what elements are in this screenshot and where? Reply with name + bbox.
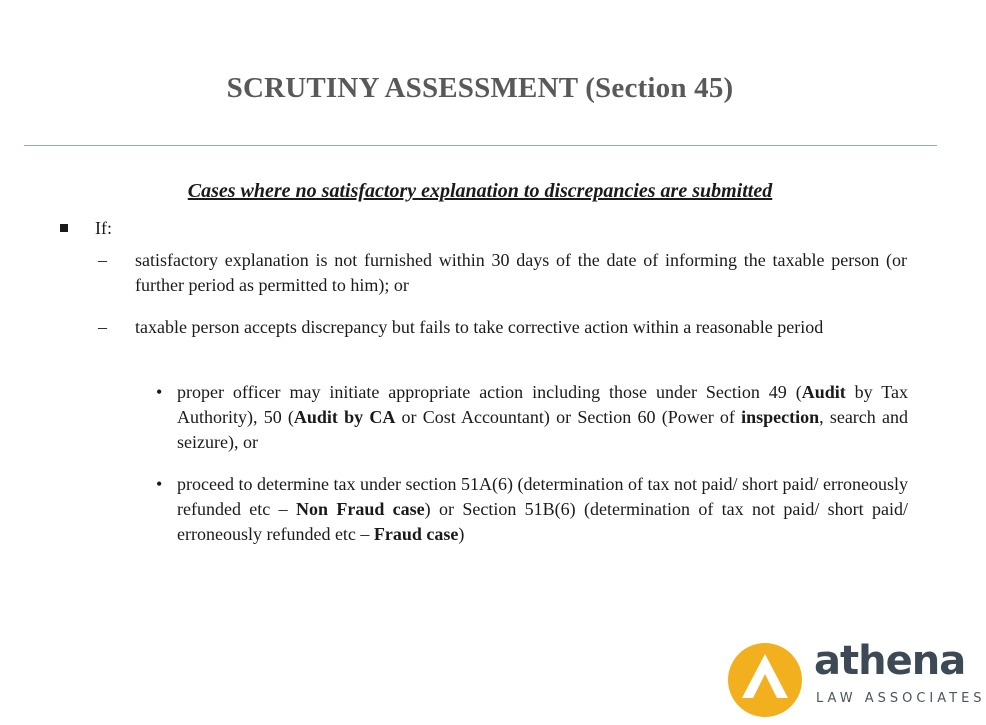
athena-logo [724,636,986,720]
bullet-text: If: [95,218,112,238]
sub-item-text: proceed to determine tax under section 51A(6) (determination of tax not paid/ short paid/ erroneously refunded etc – Non Fraud case) or Section 51B(6) (determination of tax not paid/ short paid/ erroneously refunded etc – Fraud case) [177,474,909,544]
dash-marker: – [98,317,107,337]
dash-item-text: taxable person accepts discrepancy but fails to take corrective action within a reasonable period [135,317,824,337]
dot-marker: • [156,474,163,494]
dash-marker: – [98,250,107,270]
dash-item-text: satisfactory explanation is not furnished within 30 days of the date of informing the taxable person (or further period as permitted to him); or [135,250,907,295]
logo-wordmark: athena [814,638,966,684]
section-subtitle: Cases where no satisfactory explanation to discrepancies are submitted [187,180,773,202]
sub-item-text: proper officer may initiate appropriate action including those under Section 49 (Audit by Tax Authority), 50 (Audit by CA or Cost Accountant) or Section 60 (Power of inspection, search and seizure), or [177,382,908,452]
page-title: SCRUTINY ASSESSMENT (Section 45) [226,72,734,104]
dot-marker: • [156,382,163,402]
square-bullet-icon [60,224,68,232]
logo-subtitle: LAW ASSOCIATES [816,691,986,706]
title-divider [24,145,937,146]
athena-triangle-logo-icon [724,636,810,720]
